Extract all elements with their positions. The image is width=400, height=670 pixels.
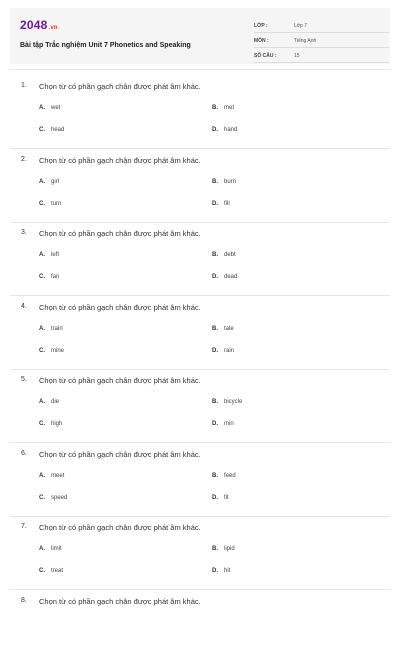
answer-option[interactable] [39,326,63,332]
answer-option[interactable] [212,127,237,133]
option-text: fill [224,200,230,207]
option-text: girl [51,178,60,185]
option-text: fan [51,274,60,280]
logo-suffix: .vn [48,25,58,31]
meta-question-count-value: 15 [294,53,300,59]
option-text: feed [224,472,236,479]
divider [10,69,390,70]
divider [10,442,390,443]
option-text: bicycle [224,399,243,405]
answer-option[interactable] [212,399,242,405]
option-text: meet [51,472,65,479]
option-letter: C. [39,274,45,280]
meta-class-label: LỚP : [254,23,268,29]
meta-class-value: Lớp 7 [294,23,308,29]
option-letter: B. [212,546,218,552]
question-item [0,82,400,155]
meta-question-count-label: SỐ CÂU : [254,53,277,59]
answer-option[interactable] [39,546,62,552]
option-letter: D. [212,274,218,280]
option-letter: D. [212,127,218,133]
answer-option[interactable] [39,421,62,427]
answer-option[interactable] [39,274,59,280]
option-text: left [51,252,60,258]
option-letter: C. [39,347,45,354]
meta-subject-label: MÔN : [254,38,269,44]
answer-option[interactable] [212,105,234,111]
option-text: tale [224,325,234,332]
option-letter: A. [39,399,45,405]
question-number: 8. [21,596,27,604]
option-text: hand [224,127,238,133]
option-letter: C. [39,200,45,207]
answer-option[interactable] [39,252,59,258]
answer-option[interactable] [212,568,230,574]
answer-option[interactable] [212,326,234,332]
meta-subject-value: Tiếng Anh [294,38,317,44]
answer-option[interactable] [39,201,61,207]
question-text: Chọn từ có phần gạch chân được phát âm khác. [39,155,201,165]
question-item [0,597,400,670]
answer-option[interactable] [212,274,237,280]
meta-question-count [254,51,389,63]
question-number: 3. [21,229,27,236]
option-letter: A. [39,252,45,258]
option-text: hit [224,568,231,574]
answer-option[interactable] [212,473,236,479]
option-text: met [224,105,235,111]
option-letter: A. [39,325,45,332]
answer-option[interactable] [39,179,59,185]
option-text: turn [51,200,62,207]
question-text: Chọn từ có phần gạch chân được phát âm khác. [39,596,201,606]
site-logo[interactable]: 2048.vn [20,18,58,32]
option-letter: B. [212,325,218,332]
option-letter: C. [39,568,45,574]
answer-option[interactable] [39,568,63,574]
question-number: 1. [21,82,27,89]
option-text: wet [51,105,61,111]
answer-option[interactable] [39,105,60,111]
option-letter: D. [212,494,218,501]
option-letter: B. [212,472,218,479]
answer-option[interactable] [212,348,234,354]
option-letter: D. [212,568,218,574]
option-text: burn [224,178,237,185]
meta-class [254,21,389,33]
option-letter: B. [212,399,218,405]
question-number: 5. [21,376,27,383]
answer-option[interactable] [212,201,230,207]
answer-option[interactable] [212,546,235,552]
option-letter: B. [212,178,218,185]
question-number: 2. [21,155,27,163]
answer-option[interactable] [212,421,234,427]
answer-option[interactable] [39,127,64,133]
option-text: min [224,421,234,427]
question-number: 7. [21,523,27,530]
question-text: Chọn từ có phần gạch chân được phát âm khác. [39,229,201,238]
option-text: treat [51,568,64,574]
option-text: rain [224,347,235,354]
question-text: Chọn từ có phần gạch chân được phát âm khác. [39,449,201,459]
divider [10,295,390,296]
question-item [0,229,400,302]
option-text: lipid [224,546,235,552]
option-text: dead [224,274,238,280]
option-letter: A. [39,546,45,552]
divider [10,148,390,149]
option-letter: A. [39,178,45,185]
question-number: 6. [21,449,27,457]
option-text: die [51,399,60,405]
divider [10,589,390,590]
question-text: Chọn từ có phần gạch chân được phát âm khác. [39,523,201,532]
document-title: Bài tập Trắc nghiệm Unit 7 Phonetics and Speaking [20,42,191,49]
question-item [0,523,400,596]
question-number: 4. [21,302,27,310]
option-letter: C. [39,127,45,133]
question-text: Chọn từ có phần gạch chân được phát âm khác. [39,302,201,312]
option-text: high [51,421,63,427]
option-letter: C. [39,494,45,501]
option-letter: C. [39,421,45,427]
option-letter: B. [212,252,218,258]
answer-option[interactable] [212,252,236,258]
answer-option[interactable] [212,495,229,501]
option-text: mine [51,347,65,354]
answer-option[interactable] [39,495,67,501]
question-text: Chọn từ có phần gạch chân được phát âm khác. [39,82,201,91]
answer-option[interactable] [212,179,236,185]
meta-subject [254,36,389,48]
option-text: train [51,325,63,332]
option-text: debt [224,252,236,258]
option-text: fit [224,494,229,501]
divider [10,222,390,223]
answer-option[interactable] [39,399,59,405]
option-letter: D. [212,200,218,207]
divider [10,516,390,517]
option-letter: D. [212,347,218,354]
option-text: limit [51,546,62,552]
question-item [0,450,400,523]
answer-option[interactable] [39,348,64,354]
question-item [0,303,400,376]
question-item [0,376,400,449]
option-text: head [51,127,65,133]
document-header [10,8,390,64]
option-letter: A. [39,472,45,479]
divider [10,369,390,370]
option-letter: D. [212,421,218,427]
question-item [0,156,400,229]
option-letter: A. [39,105,45,111]
question-text: Chọn từ có phần gạch chân được phát âm khác. [39,376,201,385]
option-text: speed [51,494,68,501]
option-letter: B. [212,105,218,111]
answer-option[interactable] [39,473,64,479]
